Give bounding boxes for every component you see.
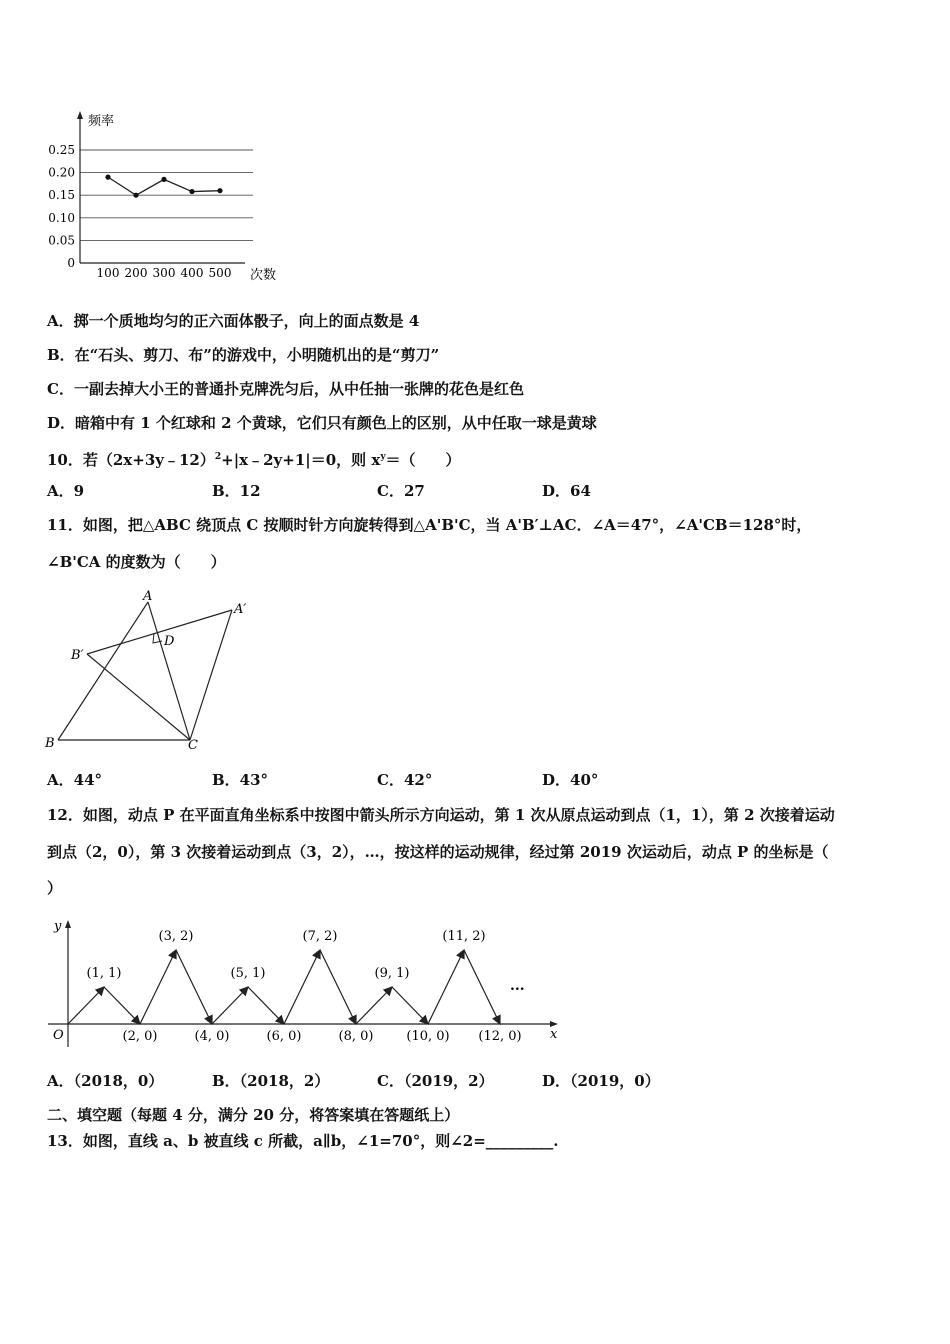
- q10-stem: [47, 447, 461, 470]
- motion-segment: [356, 987, 392, 1024]
- q11-triangle-figure: [40, 585, 270, 755]
- origin-label: O: [53, 1028, 64, 1043]
- peak-label: (9, 1): [374, 966, 410, 981]
- q10-stem-c: ＝（ ）: [385, 451, 461, 469]
- data-point: [161, 177, 166, 182]
- peak-label: (1, 1): [86, 966, 122, 981]
- valley-label: (12, 0): [478, 1029, 522, 1044]
- label-b: B: [45, 736, 55, 751]
- y-tick-label: 0.05: [48, 233, 75, 248]
- motion-segment: [140, 950, 176, 1024]
- motion-path: [68, 950, 500, 1024]
- label-a: A: [143, 589, 153, 604]
- section-heading: 二、填空题（每题 4 分，满分 20 分，将答案填在答题纸上）: [47, 1106, 460, 1124]
- data-point: [217, 188, 222, 193]
- q12-option-c: C．（2019，2）: [377, 1072, 494, 1090]
- x-axis-label: x: [550, 1027, 558, 1042]
- peak-label: (11, 2): [442, 929, 486, 944]
- q11-stem-line1: 11．如图，把△ABC 绕顶点 C 按顺时针方向旋转得到△A'B'C，当 A'B′⊥AC．∠A＝47°，∠A'CB＝128°时，: [47, 516, 812, 534]
- motion-segment: [392, 987, 428, 1024]
- motion-segment: [320, 950, 356, 1024]
- chart-grid: [80, 150, 253, 240]
- y-tick-label: 0.20: [48, 165, 75, 180]
- label-a-prime: A′: [234, 602, 247, 617]
- q12-zigzag-figure: [40, 912, 570, 1052]
- q10-stem-a: 10．若（2x+3y﹣12）: [47, 451, 215, 469]
- valley-label: (8, 0): [338, 1029, 374, 1044]
- motion-segment: [104, 987, 140, 1024]
- q9-option-a: A．掷一个质地均匀的正六面体骰子，向上的面点数是 4: [47, 312, 420, 330]
- ellipsis: ...: [510, 978, 525, 994]
- q9-option-d: D．暗箱中有 1 个红球和 2 个黄球，它们只有颜色上的区别，从中任取一球是黄球: [47, 414, 597, 432]
- valley-label: (10, 0): [406, 1029, 450, 1044]
- motion-segment: [464, 950, 500, 1024]
- y-tick-label: 0.10: [48, 210, 75, 225]
- y-tick-label: 0.25: [48, 143, 75, 157]
- valley-label: (4, 0): [194, 1029, 230, 1044]
- motion-segment: [212, 987, 248, 1024]
- label-c: C: [188, 738, 198, 753]
- y-tick-label: 0.15: [48, 188, 75, 203]
- motion-segment: [68, 987, 104, 1024]
- chart-xlabel: 次数: [250, 268, 277, 283]
- label-d: D: [164, 634, 175, 649]
- motion-segment: [428, 950, 464, 1024]
- y-axis-arrow-icon: [65, 920, 71, 928]
- x-tick-label: 200: [124, 266, 148, 280]
- motion-segment: [248, 987, 284, 1024]
- q12-stem-line1: 12．如图，动点 P 在平面直角坐标系中按图中箭头所示方向运动，第 1 次从原点运动到点（1，1），第 2 次接着运动: [47, 806, 835, 824]
- q10-exponent-y: y: [380, 452, 386, 462]
- peak-label: (3, 2): [158, 929, 194, 944]
- label-b-prime: B′: [71, 648, 84, 663]
- q12-option-d: D．（2019，0）: [542, 1072, 660, 1090]
- q10-exponent: 2: [214, 452, 222, 462]
- q11-option-a: A．44°: [47, 771, 103, 789]
- q12-option-a: A．（2018，0）: [47, 1072, 164, 1090]
- q10-option-c: C．27: [377, 482, 425, 500]
- peak-label: (5, 1): [230, 966, 266, 981]
- valley-label: (6, 0): [266, 1029, 302, 1044]
- x-tick-label: 500: [208, 266, 232, 280]
- peak-label: (7, 2): [302, 929, 338, 944]
- frequency-chart: [40, 105, 290, 285]
- valley-label: (2, 0): [122, 1029, 158, 1044]
- q13-stem: [47, 1131, 559, 1151]
- q10-option-b: B．12: [212, 482, 261, 500]
- x-tick-label: 400: [180, 266, 204, 280]
- y-axis-arrow-icon: [77, 111, 83, 119]
- y-tick-label: 0: [67, 256, 75, 270]
- q11-option-c: C．42°: [377, 771, 433, 789]
- q10-stem-b: +|x﹣2y+1|＝0，则 x: [221, 451, 381, 469]
- y-axis-label: y: [54, 919, 62, 934]
- data-point: [189, 189, 194, 194]
- chart-ylabel: 频率: [88, 114, 115, 129]
- q9-option-b: B．在“石头、剪刀、布”的游戏中，小明随机出的是“剪刀”: [47, 346, 440, 364]
- q9-option-c: C．一副去掉大小王的普通扑克牌洗匀后，从中任抽一张牌的花色是红色: [47, 380, 524, 398]
- q10-option-a: A．9: [47, 482, 85, 500]
- q12-stem-line3: ）: [47, 879, 63, 897]
- q10-option-d: D．64: [542, 482, 591, 500]
- q11-option-b: B．43°: [212, 771, 269, 789]
- q11-stem-line2: ∠B'CA 的度数为（ ）: [47, 553, 226, 571]
- motion-segment: [284, 950, 320, 1024]
- x-tick-label: 100: [96, 266, 120, 280]
- q12-stem-line2: 到点（2，0），第 3 次接着运动到点（3，2），…，按这样的运动规律，经过第 2019 次运动后，动点 P 的坐标是（: [47, 843, 829, 861]
- q13-text: 13．如图，直线 a、b 被直线 c 所截，a∥b，∠1=70°，则∠2=: [47, 1132, 486, 1150]
- q11-option-d: D．40°: [542, 771, 599, 789]
- q13-end: .: [553, 1132, 559, 1150]
- data-point: [105, 175, 110, 180]
- data-point: [133, 193, 138, 198]
- x-tick-label: 300: [152, 266, 176, 280]
- motion-segment: [176, 950, 212, 1024]
- q13-blank: _________: [485, 1132, 554, 1150]
- q12-option-b: B．（2018，2）: [212, 1072, 330, 1090]
